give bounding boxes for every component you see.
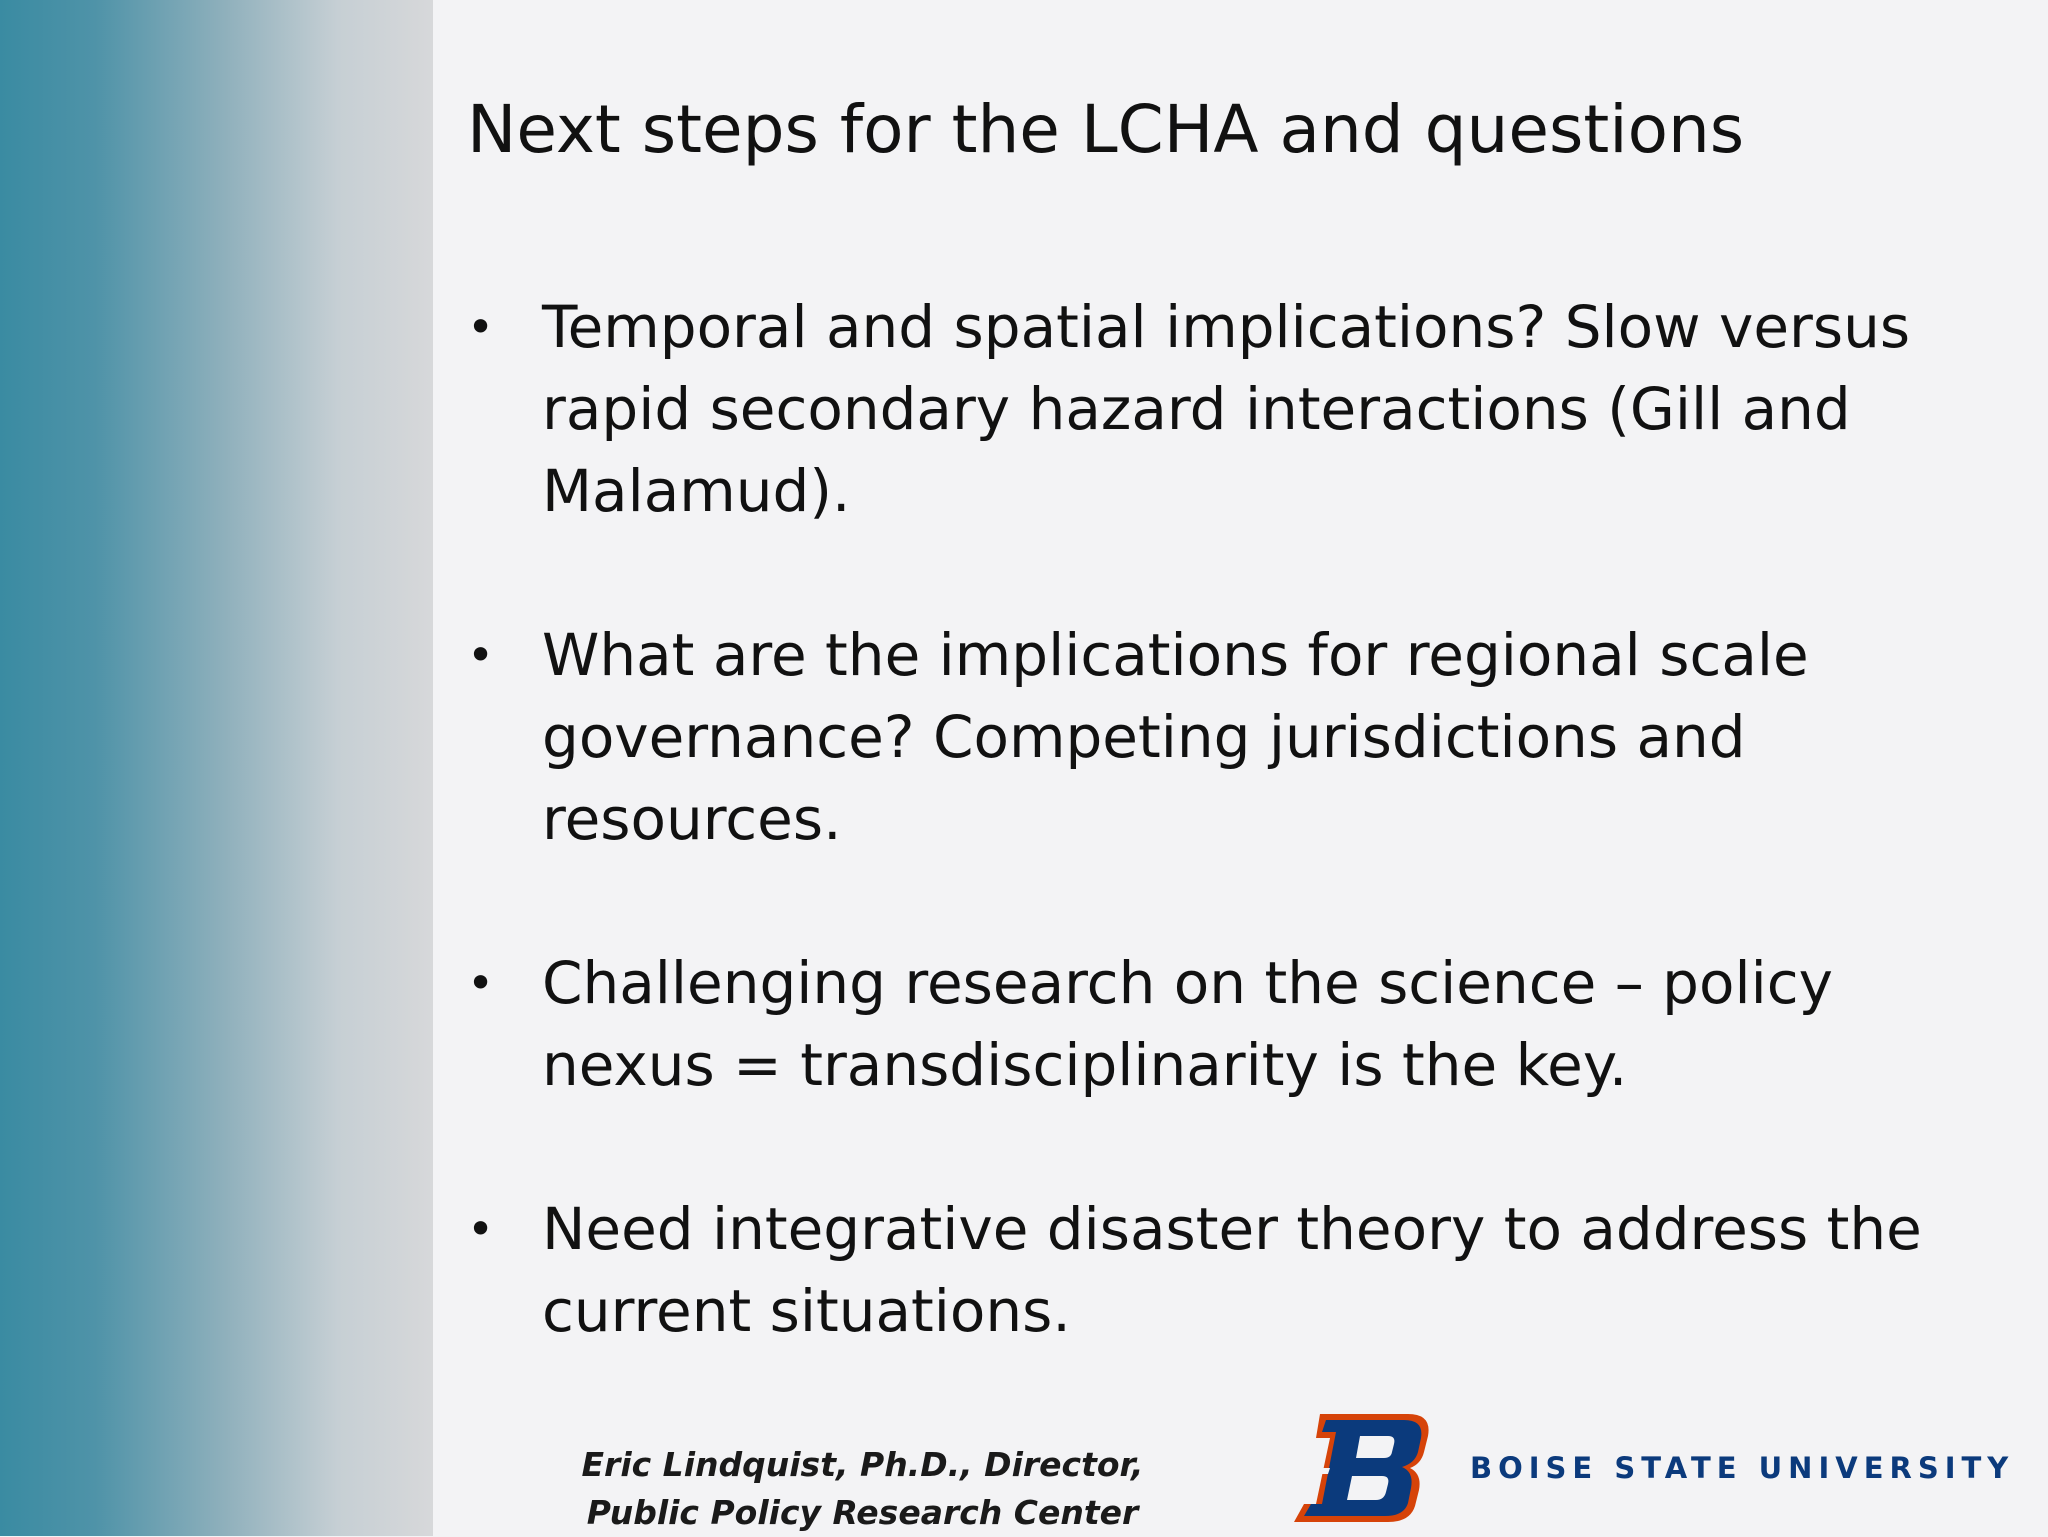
- bullet-line: resources.: [542, 785, 842, 853]
- bullet-marker: •: [467, 628, 495, 682]
- bullet-marker: •: [467, 956, 495, 1010]
- bullet-line: Malamud).: [542, 457, 851, 525]
- bullet-line: Temporal and spatial implications? Slow versus: [542, 293, 1911, 361]
- bullet-marker: •: [467, 300, 495, 354]
- university-wordmark: BOISE STATE UNIVERSITY: [1470, 1451, 2015, 1485]
- bullet-marker: •: [467, 1202, 495, 1256]
- bullet-line: Challenging research on the science – policy: [542, 949, 1833, 1017]
- author-name-line: Eric Lindquist, Ph.D., Director,: [581, 1445, 1144, 1484]
- bullet-line: rapid secondary hazard interactions (Gill and: [542, 375, 1851, 443]
- bullet-line: What are the implications for regional scale: [542, 621, 1809, 689]
- bullet-text: [542, 1188, 2027, 1352]
- bullet-text: [542, 942, 2027, 1106]
- bronco-b-logo-icon: [1290, 1408, 1440, 1528]
- bullet-line: Need integrative disaster theory to address the: [542, 1195, 1922, 1263]
- bullet-text: [542, 614, 2027, 860]
- bullet-text: [542, 286, 2027, 532]
- bullet-line: governance? Competing jurisdictions and: [542, 703, 1746, 771]
- boise-state-logo: [1290, 1408, 2040, 1528]
- bullet-line: current situations.: [542, 1277, 1071, 1345]
- author-org-line: Public Policy Research Center: [586, 1493, 1139, 1532]
- slide-title: Next steps for the LCHA and questions: [467, 91, 1745, 168]
- bullet-line: nexus = transdisciplinarity is the key.: [542, 1031, 1628, 1099]
- author-credit: [570, 1441, 1155, 1537]
- decorative-side-gradient: [0, 0, 433, 1536]
